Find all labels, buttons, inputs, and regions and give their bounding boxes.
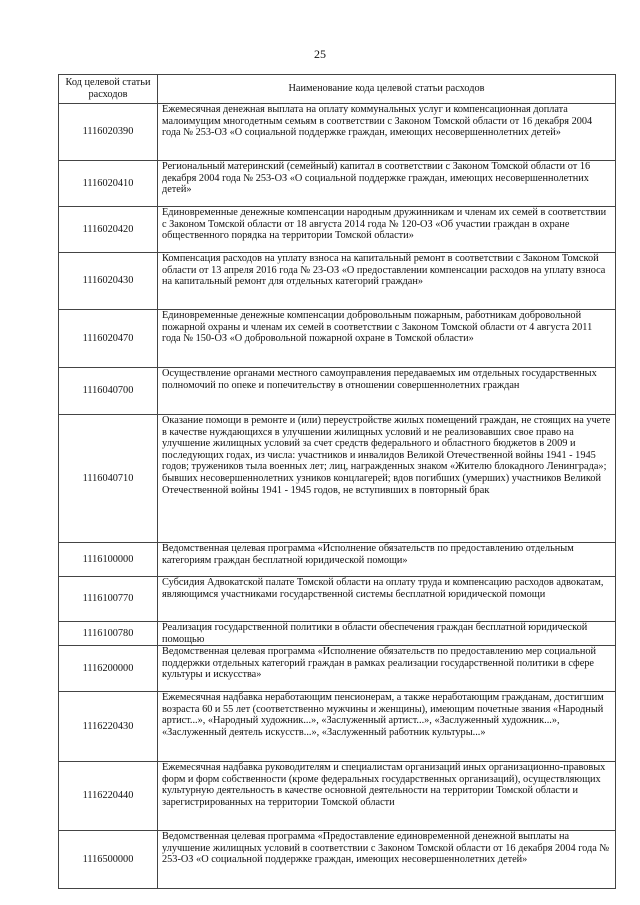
table-row — [59, 622, 616, 646]
target-code: 1116020420 — [59, 207, 158, 253]
target-description: Ведомственная целевая программа «Предоставление единовременной денежной выплаты на улучшение жилищных условий в соответствии с Законом Томской области от 16 декабря 2004 года № 253-ОЗ «О социальной поддержке граждан, имеющих несовершеннолетних детей» — [158, 831, 616, 889]
target-code: 1116500000 — [59, 831, 158, 889]
target-description: Субсидия Адвокатской палате Томской области на оплату труда и компенсацию расходов адвокатам, являющимся участниками государственной системы бесплатной юридической помощи — [158, 577, 616, 622]
target-code: 1116020430 — [59, 253, 158, 310]
page-number: 25 — [314, 47, 326, 61]
table-row — [59, 415, 616, 543]
target-description: Ежемесячная надбавка руководителям и специалистам организаций иных организационно-правовых форм и форм собственности (кроме федеральных государственных организаций), осуществляющих культурную деятельность в качестве основной деятельности на территории Томской области и зарегистрированных на территории Томской области — [158, 762, 616, 831]
table-row — [59, 310, 616, 368]
table-row — [59, 368, 616, 415]
target-description: Единовременные денежные компенсации добровольным пожарным, работникам добровольной пожарной охраны и членам их семей в соответствии с Законом Томской области от 4 августа 2011 года № 150-ОЗ «О добровольной пожарной охране в Томской области» — [158, 310, 616, 368]
table-row — [59, 762, 616, 831]
header-code: Код целевой статьи расходов — [59, 75, 158, 104]
target-description: Региональный материнский (семейный) капитал в соответствии с Законом Томской области от 16 декабря 2004 года № 253-ОЗ «О социальной поддержке граждан, имеющих несовершеннолетних детей» — [158, 161, 616, 207]
target-code: 1116100000 — [59, 543, 158, 577]
target-description: Ежемесячная надбавка неработающим пенсионерам, а также неработающим гражданам, достигшим возраста 60 и 55 лет (соответственно мужчины и женщины), имеющим почетные звания «Народный артист...», «Народный художник...», «Заслуженный артист...», «Заслуженный художник...», «Заслуженный деятель искусств...», «Заслуженный работник культуры...» — [158, 692, 616, 762]
target-description: Единовременные денежные компенсации народным дружинникам и членам их семей в соответствии с Законом Томской области от 18 августа 2014 года № 120-ОЗ «Об участии граждан в охране общественного порядка на территории Томской области» — [158, 207, 616, 253]
table-header-row — [59, 75, 616, 104]
table-row — [59, 161, 616, 207]
table-row — [59, 543, 616, 577]
table-row — [59, 207, 616, 253]
target-description: Реализация государственной политики в области обеспечения граждан бесплатной юридической помощью — [158, 622, 616, 646]
table-row — [59, 253, 616, 310]
target-description: Ведомственная целевая программа «Исполнение обязательств по предоставлению мер социальной поддержки отдельных категорий граждан в рамках реализации государственной политики в сфере культуры и искусства» — [158, 646, 616, 692]
header-name: Наименование кода целевой статьи расходов — [158, 75, 616, 104]
target-code: 1116020470 — [59, 310, 158, 368]
target-code: 1116100780 — [59, 622, 158, 646]
target-description: Компенсация расходов на уплату взноса на капитальный ремонт в соответствии с Законом Томской области от 13 апреля 2016 года № 23-ОЗ «О предоставлении компенсации расходов на уплату взноса на капитальный ремонт для отдельных категорий граждан» — [158, 253, 616, 310]
target-description: Ведомственная целевая программа «Исполнение обязательств по предоставлению отдельным категориям граждан бесплатной юридической помощи» — [158, 543, 616, 577]
table-row — [59, 831, 616, 889]
target-code: 1116200000 — [59, 646, 158, 692]
target-code: 1116040700 — [59, 368, 158, 415]
target-description: Осуществление органами местного самоуправления передаваемых им отдельных государственных полномочий по опеке и попечительству в отношении совершеннолетних граждан — [158, 368, 616, 415]
table-row — [59, 646, 616, 692]
table-row — [59, 104, 616, 161]
target-description: Оказание помощи в ремонте и (или) переустройстве жилых помещений граждан, не стоящих на учете в качестве нуждающихся в улучшении жилищных условий и не реализовавших свое право на улучшение жилищных условий за счет средств федерального и областного бюджетов в 2009 и последующих годах, из числа: участников и инвалидов Великой Отечественной войны 1941 - 1945 годов; тружеников тыла военных лет; лиц, награжденных знаком «Жителю блокадного Ленинграда»; бывших несовершеннолетних узников концлагерей; вдов погибших (умерших) участников Великой Отечественной войны 1941 - 1945 годов, не вступивших в повторный брак — [158, 415, 616, 543]
target-codes-table — [58, 74, 616, 889]
table-row — [59, 577, 616, 622]
target-code: 1116040710 — [59, 415, 158, 543]
table-row — [59, 692, 616, 762]
target-code: 1116220430 — [59, 692, 158, 762]
target-code: 1116020410 — [59, 161, 158, 207]
target-code: 1116020390 — [59, 104, 158, 161]
target-code: 1116220440 — [59, 762, 158, 831]
target-description: Ежемесячная денежная выплата на оплату коммунальных услуг и компенсационная доплата малоимущим многодетным семьям в соответствии с Законом Томской области от 16 декабря 2004 года № 253-ОЗ «О социальной поддержке граждан, имеющих несовершеннолетних детей» — [158, 104, 616, 161]
target-code: 1116100770 — [59, 577, 158, 622]
